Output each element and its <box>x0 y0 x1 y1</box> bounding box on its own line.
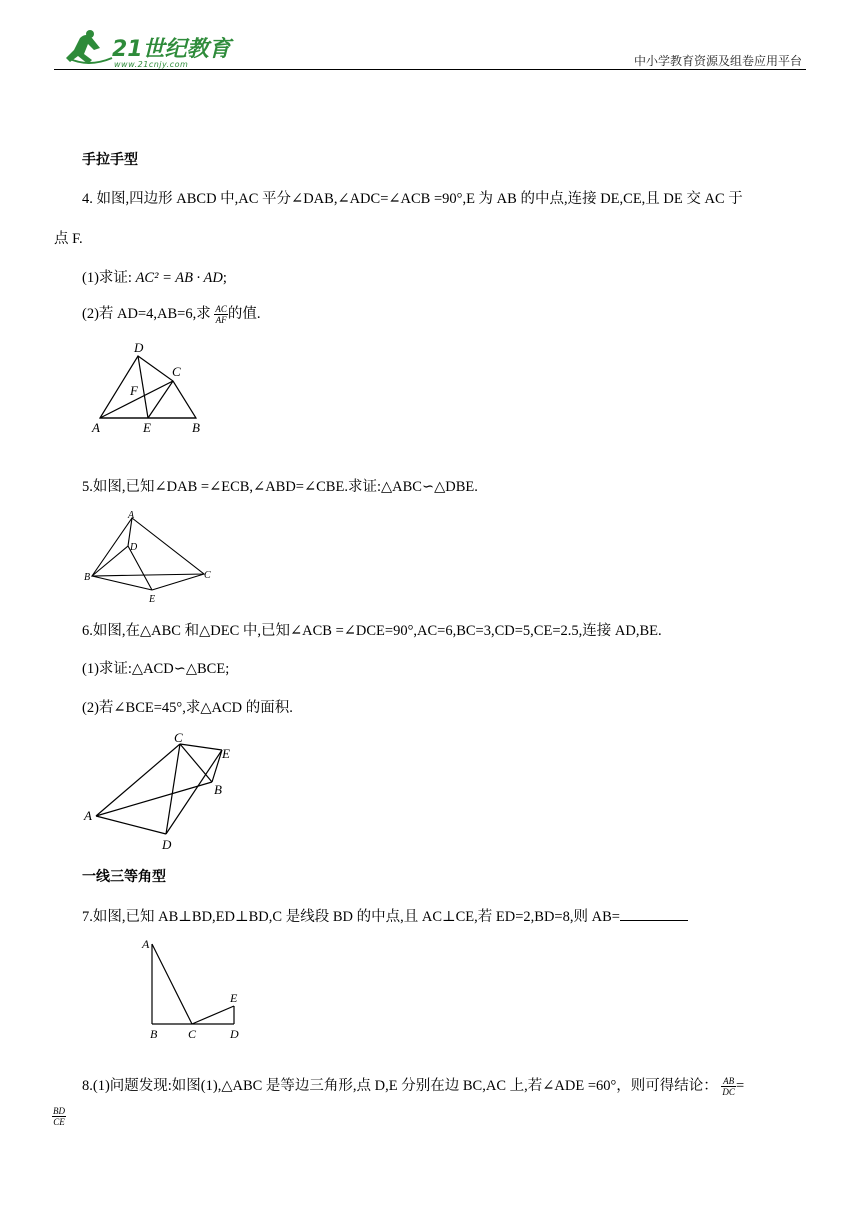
q6-figure <box>82 730 242 854</box>
logo-main-text: 21世纪教育 <box>112 37 231 62</box>
q5-label-a: A <box>128 510 135 521</box>
q5-label-e: E <box>149 594 156 604</box>
q6-label-a: A <box>84 808 92 823</box>
fraction-numerator: BD <box>53 1106 65 1116</box>
q6-label-d: D <box>162 837 172 852</box>
q7-answer-blank <box>620 907 688 921</box>
q6-label-b: B <box>214 782 222 797</box>
q5-text: 5.如图,已知∠DAB =∠ECB,∠ABD=∠CBE.求证:△ABC∽△DBE. <box>82 479 478 495</box>
q6-part1: (1)求证:△ACD∽△BCE; <box>82 661 230 677</box>
fraction-numerator: AB <box>723 1076 735 1087</box>
q7-label-e: E <box>230 991 238 1005</box>
q4-part1-suffix: ; <box>222 270 227 286</box>
section-title-hand-in-hand: 手拉手型 <box>82 152 138 168</box>
q4-part1-math: AC² = AB · AD <box>135 270 223 286</box>
q4-part1 <box>82 266 227 287</box>
q4-label-f: F <box>130 383 138 398</box>
q4-part2-prefix: (2)若 AD=4,AB=6,求 <box>82 306 215 322</box>
fraction-numerator: AC <box>215 304 227 315</box>
q5-label-b: B <box>84 572 91 583</box>
logo <box>62 28 232 74</box>
q4-part2-fraction <box>214 304 228 325</box>
q5-label-c: C <box>204 570 211 581</box>
q4-label-a: A <box>92 420 100 435</box>
fraction-denominator: CE <box>53 1117 65 1127</box>
q4-part1-prefix: (1)求证: <box>82 270 136 286</box>
q8-fraction-1 <box>721 1076 736 1097</box>
q6-part2: (2)若∠BCE=45°,求△ACD 的面积. <box>82 700 293 716</box>
q8-fraction-2-line <box>52 1106 66 1127</box>
q8-equals: = <box>735 1078 745 1094</box>
header-divider <box>54 69 806 70</box>
q5-figure <box>80 508 220 604</box>
q6-label-e: E <box>222 746 230 761</box>
q7-text <box>82 905 688 926</box>
q7-label-a: A <box>142 937 150 951</box>
q5-label-d: D <box>130 542 138 553</box>
q7-text-body: 7.如图,已知 AB⊥BD,ED⊥BD,C 是线段 BD 的中点,且 AC⊥CE,若 ED=2,BD=8,则 AB= <box>82 909 620 925</box>
q4-label-b: B <box>192 420 200 435</box>
q7-label-d: D <box>230 1027 239 1041</box>
q4-figure <box>88 338 218 438</box>
q8-text <box>82 1074 744 1097</box>
logo-url-text: www.21cnjy.com <box>114 60 189 69</box>
q4-label-c: C <box>172 364 181 379</box>
q4-part2 <box>82 302 261 325</box>
q7-label-c: C <box>188 1027 197 1041</box>
q4-label-d: D <box>134 340 144 355</box>
q4-part2-suffix: 的值. <box>227 306 261 322</box>
q4-text-line2: 点 F. <box>54 231 83 247</box>
section-title-one-line-three-angles: 一线三等角型 <box>82 869 166 885</box>
q4-label-e: E <box>143 420 151 435</box>
q7-label-b: B <box>150 1027 158 1041</box>
q6-text: 6.如图,在△ABC 和△DEC 中,已知∠ACB =∠DCE=90°,AC=6,BC=3,CD=5,CE=2.5,连接 AD,BE. <box>82 623 662 639</box>
q4-text-line1: 4. 如图,四边形 ABCD 中,AC 平分∠DAB,∠ADC=∠ACB =90°,E 为 AB 的中点,连接 DE,CE,且 DE 交 AC 于 <box>82 191 743 207</box>
site-tagline: 中小学教育资源及组卷应用平台 <box>633 54 802 68</box>
fraction-denominator: DC <box>722 1087 735 1098</box>
fraction-denominator: AF <box>215 315 227 326</box>
q6-label-c: C <box>174 730 183 745</box>
q8-fraction-2 <box>52 1106 66 1127</box>
q8-text-body: 8.(1)问题发现:如图(1),△ABC 是等边三角形,点 D,E 分别在边 BC,AC 上,若∠ADE =60°，则可得结论： <box>82 1078 718 1094</box>
q7-figure <box>136 934 246 1042</box>
